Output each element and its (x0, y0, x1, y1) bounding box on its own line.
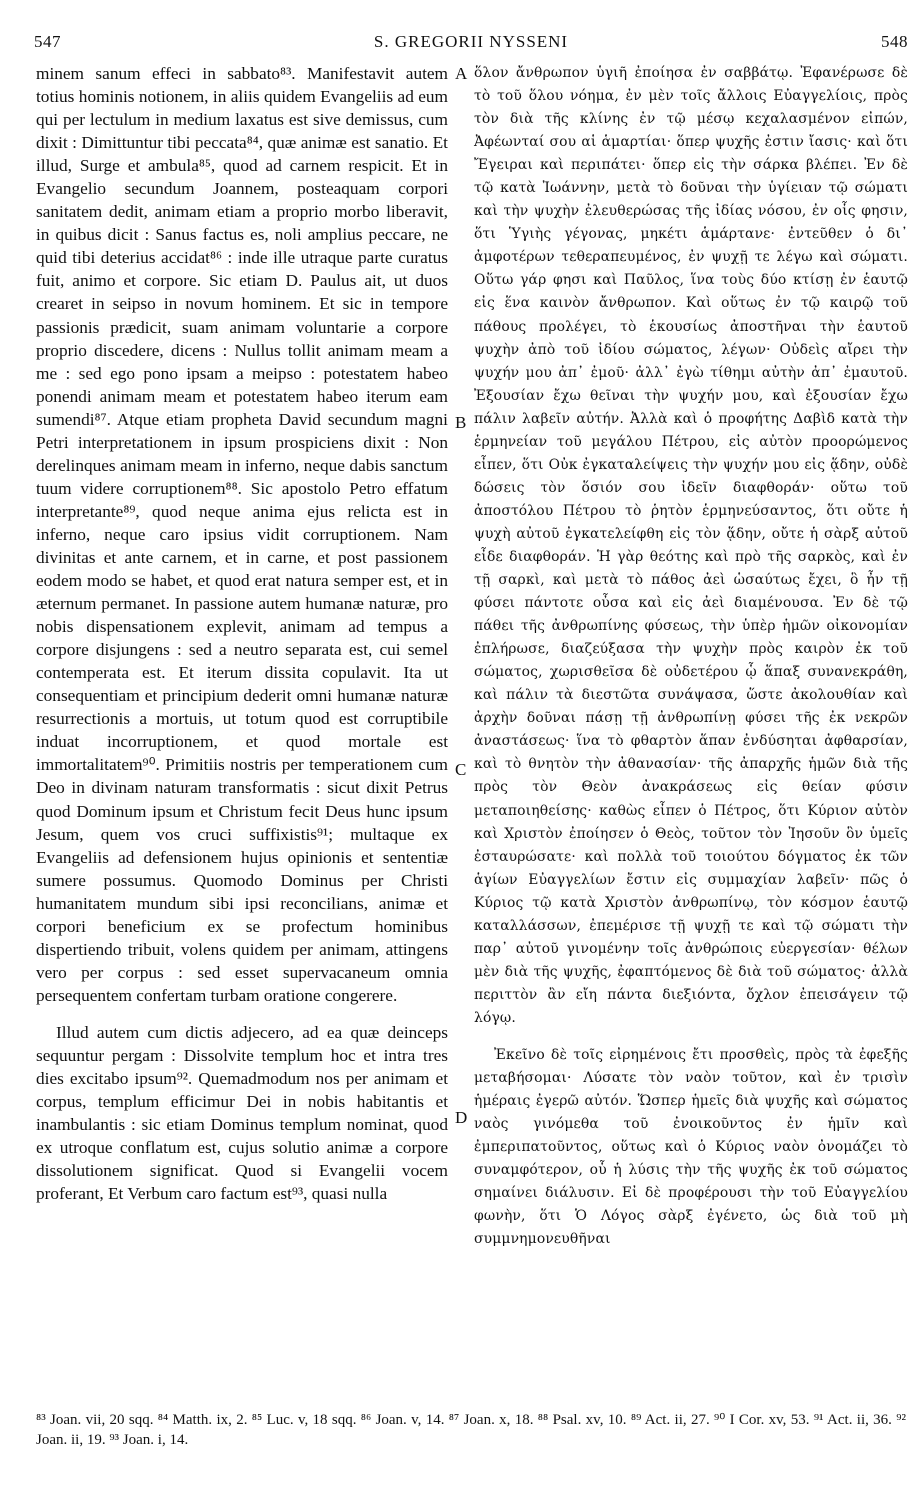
margin-letter-a: A (455, 64, 468, 83)
greek-column (474, 62, 908, 1251)
greek-paragraph-2: Ἐκεῖνο δὲ τοῖς εἰρημένοις ἔτι προσθεὶς, πρὸς τὰ ἐφεξῆς μεταβήσομαι· Λύσατε τὸν ναὸν τοῦτον, καὶ ἐν τρισὶν ἡμέραις ἐγερῶ αὐτόν. Ὥσπερ ἡμεῖς διὰ ψυχῆς καὶ σώματος ναὸς γινόμεθα τοῦ ἐνοικοῦντος ἐν ἡμῖν καὶ ἐμπεριπατοῦντος, οὕτως καὶ ὁ Κύριος ναὸν ὀνομάζει τὸ συναμφότερον, οὗ ἡ λύσις τὴν τῆς ψυχῆς ἐκ τοῦ σώματος σημαίνει διάλυσιν. Εἰ δὲ προφέρουσι τὴν τοῦ Εὐαγγελίου φωνὴν, ὅτι Ὁ Λόγος σὰρξ ἐγένετο, ὡς διὰ τοῦ μὴ συμμνημονευθῆναι (474, 1046, 908, 1248)
running-header (34, 32, 908, 54)
greek-paragraph-1: ὅλον ἄνθρωπον ὑγιῆ ἐποίησα ἐν σαββάτῳ. Ἐφανέρωσε δὲ τὸ τοῦ ὅλου νόημα, ἐν μὲν τοῖς ἄλλοις Εὐαγγελίοις, πρὸς τὸν διὰ τῆς κλίνης ἐν τῷ μέσῳ κεχαλασμένον εἰπών, Ἀφέωνταί σου αἱ ἁμαρτίαι· ὅπερ ψυχῆς ἐστιν ἴασις· καὶ ὅτι Ἔγειραι καὶ περιπάτει· ὅπερ εἰς τὴν σάρκα βλέπει. Ἐν δὲ τῷ κατὰ Ἰωάννην, μετὰ τὸ δοῦναι τὴν ὑγίειαν τῷ σώματι καὶ τὴν ψυχὴν ἐλευθερώσας τῆς ἰδίας νόσου, ἐν οἷς φησιν, ὅτι Ὑγιὴς γέγονας, μηκέτι ἁμάρτανε· ἐντεῦθεν ὁ δι᾽ ἀμφοτέρων τεθεραπευμένος, ἐν ψυχῇ τε λέγω καὶ σώματι. Οὕτω γάρ φησι καὶ Παῦλος, ἵνα τοὺς δύο κτίσῃ ἐν ἑαυτῷ εἰς ἕνα καινὸν ἄνθρωπον. Καὶ οὕτως ἐν τῷ καιρῷ τοῦ πάθους προλέγει, τὸ ἑκουσίως ἀποστῆναι τὴν ἑαυτοῦ ψυχὴν ἀπὸ τοῦ ἰδίου σώματος, λέγων· Οὐδεὶς αἴρει τὴν ψυχήν μου ἀπ᾽ ἐμοῦ· ἀλλ᾽ ἐγὼ τίθημι αὐτὴν ἀπ᾽ ἐμαυτοῦ. Ἐξουσίαν ἔχω θεῖναι τὴν ψυχήν μου, καὶ ἐξουσίαν ἔχω πάλιν λαβεῖν αὐτήν. Ἀλλὰ καὶ ὁ προφήτης Δαβὶδ κατὰ τὴν ἑρμηνείαν τοῦ μεγάλου Πέτρου, εἰς αὐτὸν προορώμενος εἶπεν, ὅτι Οὐκ ἐγκαταλείψεις τὴν ψυχήν μου εἰς ᾅδην, οὐδὲ δώσεις τὸν ὅσιόν σου ἰδεῖν διαφθοράν· οὕτω τοῦ ἀποστόλου Πέτρου τὸ ῥητὸν ἑρμηνεύσαντος, ὅτι οὔτε ἡ ψυχὴ αὐτοῦ ἐγκατελείφθη εἰς τὸν ᾅδην, οὔτε ἡ σὰρξ αὐτοῦ εἶδε διαφθοράν. Ἡ γὰρ θεότης καὶ πρὸ τῆς σαρκὸς, καὶ ἐν τῇ σαρκὶ, καὶ μετὰ τὸ πάθος ἀεὶ ὡσαύτως ἔχει, ὃ ἦν τῇ φύσει πάντοτε οὖσα καὶ εἰς ἀεὶ διαμένουσα. Ἐν δὲ τῷ πάθει τῆς ἀνθρωπίνης φύσεως, τὴν ὑπὲρ ἡμῶν οἰκονομίαν ἐπλήρωσε, διαζεύξασα τὴν ψυχὴν πρὸς καιρὸν ἐκ τοῦ σώματος, χωρισθεῖσα δὲ οὐδετέρου ᾧ ἅπαξ συνανεκράθη, καὶ πάλιν τὰ διεστῶτα συνάψασα, ὥστε ἀκολουθίαν καὶ ἀρχὴν δοῦναι πάσῃ τῇ ἀνθρωπίνῃ φύσει τῆς ἐκ νεκρῶν ἀναστάσεως· ἵνα τὸ φθαρτὸν ἅπαν ἐνδύσηται ἀφθαρσίαν, καὶ τὸ θνητὸν τὴν ἀθανασίαν· τῆς ἀπαρχῆς ἡμῶν διὰ τῆς πρὸς τὸν Θεὸν ἀνακράσεως εἰς θείαν φύσιν μεταποιηθείσης· καθὼς εἶπεν ὁ Πέτρος, ὅτι Κύριον αὐτὸν καὶ Χριστὸν ἐποίησεν ὁ Θεὸς, τοῦτον τὸν Ἰησοῦν ὃν ὑμεῖς ἐσταυρώσατε· καὶ πολλὰ τοῦ τοιούτου δόγματος ἐκ τῶν ἁγίων Εὐαγγελίων ἔστιν εἰς συμμαχίαν λαβεῖν· πῶς ὁ Κύριος τῷ κατὰ Χριστὸν ἀνθρωπίνῳ, τὸν κόσμον ἑαυτῷ καταλλάσσων, ἐπεμέρισε τῇ ψυχῇ τε καὶ τῷ σώματι τὴν παρ᾽ αὐτοῦ γινομένην τοῖς ἀνθρώποις εὐεργεσίαν· θέλων μὲν διὰ τῆς ψυχῆς, ἐφαπτόμενος δὲ διὰ τοῦ σώματος· ἀλλὰ περιττὸν ἂν εἴη πάντα διεξιόντα, ὄχλον ἐπεισάγειν τῷ λόγῳ. (474, 65, 908, 1026)
right-page-number: 548 (881, 32, 908, 51)
margin-letter-c: C (455, 760, 467, 779)
margin-letter-b: B (455, 413, 467, 432)
latin-column (36, 62, 448, 1205)
latin-paragraph-2: Illud autem cum dictis adjecero, ad ea quæ deinceps sequuntur pergam : Dissolvite templum hoc et intra tres dies excitabo ipsum⁹². Quemadmodum nos per animam et corpus, templum efficimur Dei in nobis habitantis et inambulantis : sic etiam Dominus templum nominat, quod ex utroque conflatum est, cujus solutio animæ a corpore dissolutionem significat. Quod si Evangelii vocem proferant, Et Verbum caro factum est⁹³, quasi nulla (36, 1022, 448, 1204)
footnotes: ⁸³ Joan. vii, 20 sqq. ⁸⁴ Matth. ix, 2. ⁸⁵ Luc. v, 18 sqq. ⁸⁶ Joan. v, 14. ⁸⁷ Joan. x, 18. ⁸⁸ Psal. xv, 10. ⁸⁹ Act. ii, 27. ⁹⁰ I Cor. xv, 53. ⁹¹ Act. ii, 36. ⁹² Joan. ii, 19. ⁹³ Joan. i, 14. (36, 1412, 906, 1448)
left-page-number: 547 (34, 32, 61, 51)
latin-paragraph-1: minem sanum effeci in sabbato⁸³. Manifestavit autem totius hominis notionem, in aliis quidem Evangeliis ad eum qui per lectulum in medium laxatus est sive demissus, cum dixit : Dimittuntur tibi peccata⁸⁴, quæ animæ est sanatio. Et illud, Surge et ambula⁸⁵, quod ad carnem respicit. Et in Evangelio secundum Joannem, posteaquam corpori sanitatem dedit, animam etiam a proprio morbo liberavit, in quibus dicit : Sanus factus es, noli amplius peccare, ne quid tibi deterius accidat⁸⁶ : inde ille utraque parte curatus fuit, animo et corpore. Sic etiam D. Paulus ait, ut duos crearet in seipso in novum hominem. Et sic in tempore passionis prædicit, suam animam voluntarie a corpore proprio discedere, dicens : Nullus tollit animam meam a me : sed ego pono ipsam a meipso : potestatem habeo ponendi animam meam et potestatem habeo iterum eam sumendi⁸⁷. Atque etiam propheta David secundum magni Petri interpretationem in ipsum prospiciens dixit : Non derelinques animam meam in inferno, neque dabis sanctum tuum videre corruptionem⁸⁸. Sic apostolo Petro effatum interpretante⁸⁹, quod neque anima ejus relicta est in inferno, neque caro ipsius vidit corruptionem. Nam divinitas et ante carnem, et in carne, et post passionem eodem modo se habet, et quod erat natura semper est, et in æternum permanet. In passione autem humanæ naturæ, pro nobis dispensationem explevit, animam ad tempus a corpore disjungens : sed a neutro separata est, cui semel contemperata est. Et iterum dissita copulavit. Ita ut consequentiam et principium dederit omni humanæ naturæ resurrectionis a mortuis, ut totum quod est corruptibile induat incorruptionem, et quod mortale est immortalitatem⁹⁰. Primitiis nostris per temperationem cum Deo in divinam naturam transformatis : sicut dixit Petrus quod Dominum ipsum et Christum fecit Deus hunc ipsum Jesum, quem vos cruci suffixistis⁹¹; multaque ex Evangeliis ad defensionem hujus opinionis et sententiæ sumere possumus. Quomodo Dominus per Christi humanitatem mundum sibi ipsi reconcilians, animæ et corpori beneficium ex se profectum hominibus dispertiendo tribuit, volens quidem per animam, attingens vero per corpus : sed esset supervacaneum omnia persequentem confertam turbam oratione congerere. (36, 64, 448, 1005)
running-title: S. GREGORII NYSSENI (373, 32, 569, 51)
margin-letter-d: D (455, 1108, 468, 1127)
